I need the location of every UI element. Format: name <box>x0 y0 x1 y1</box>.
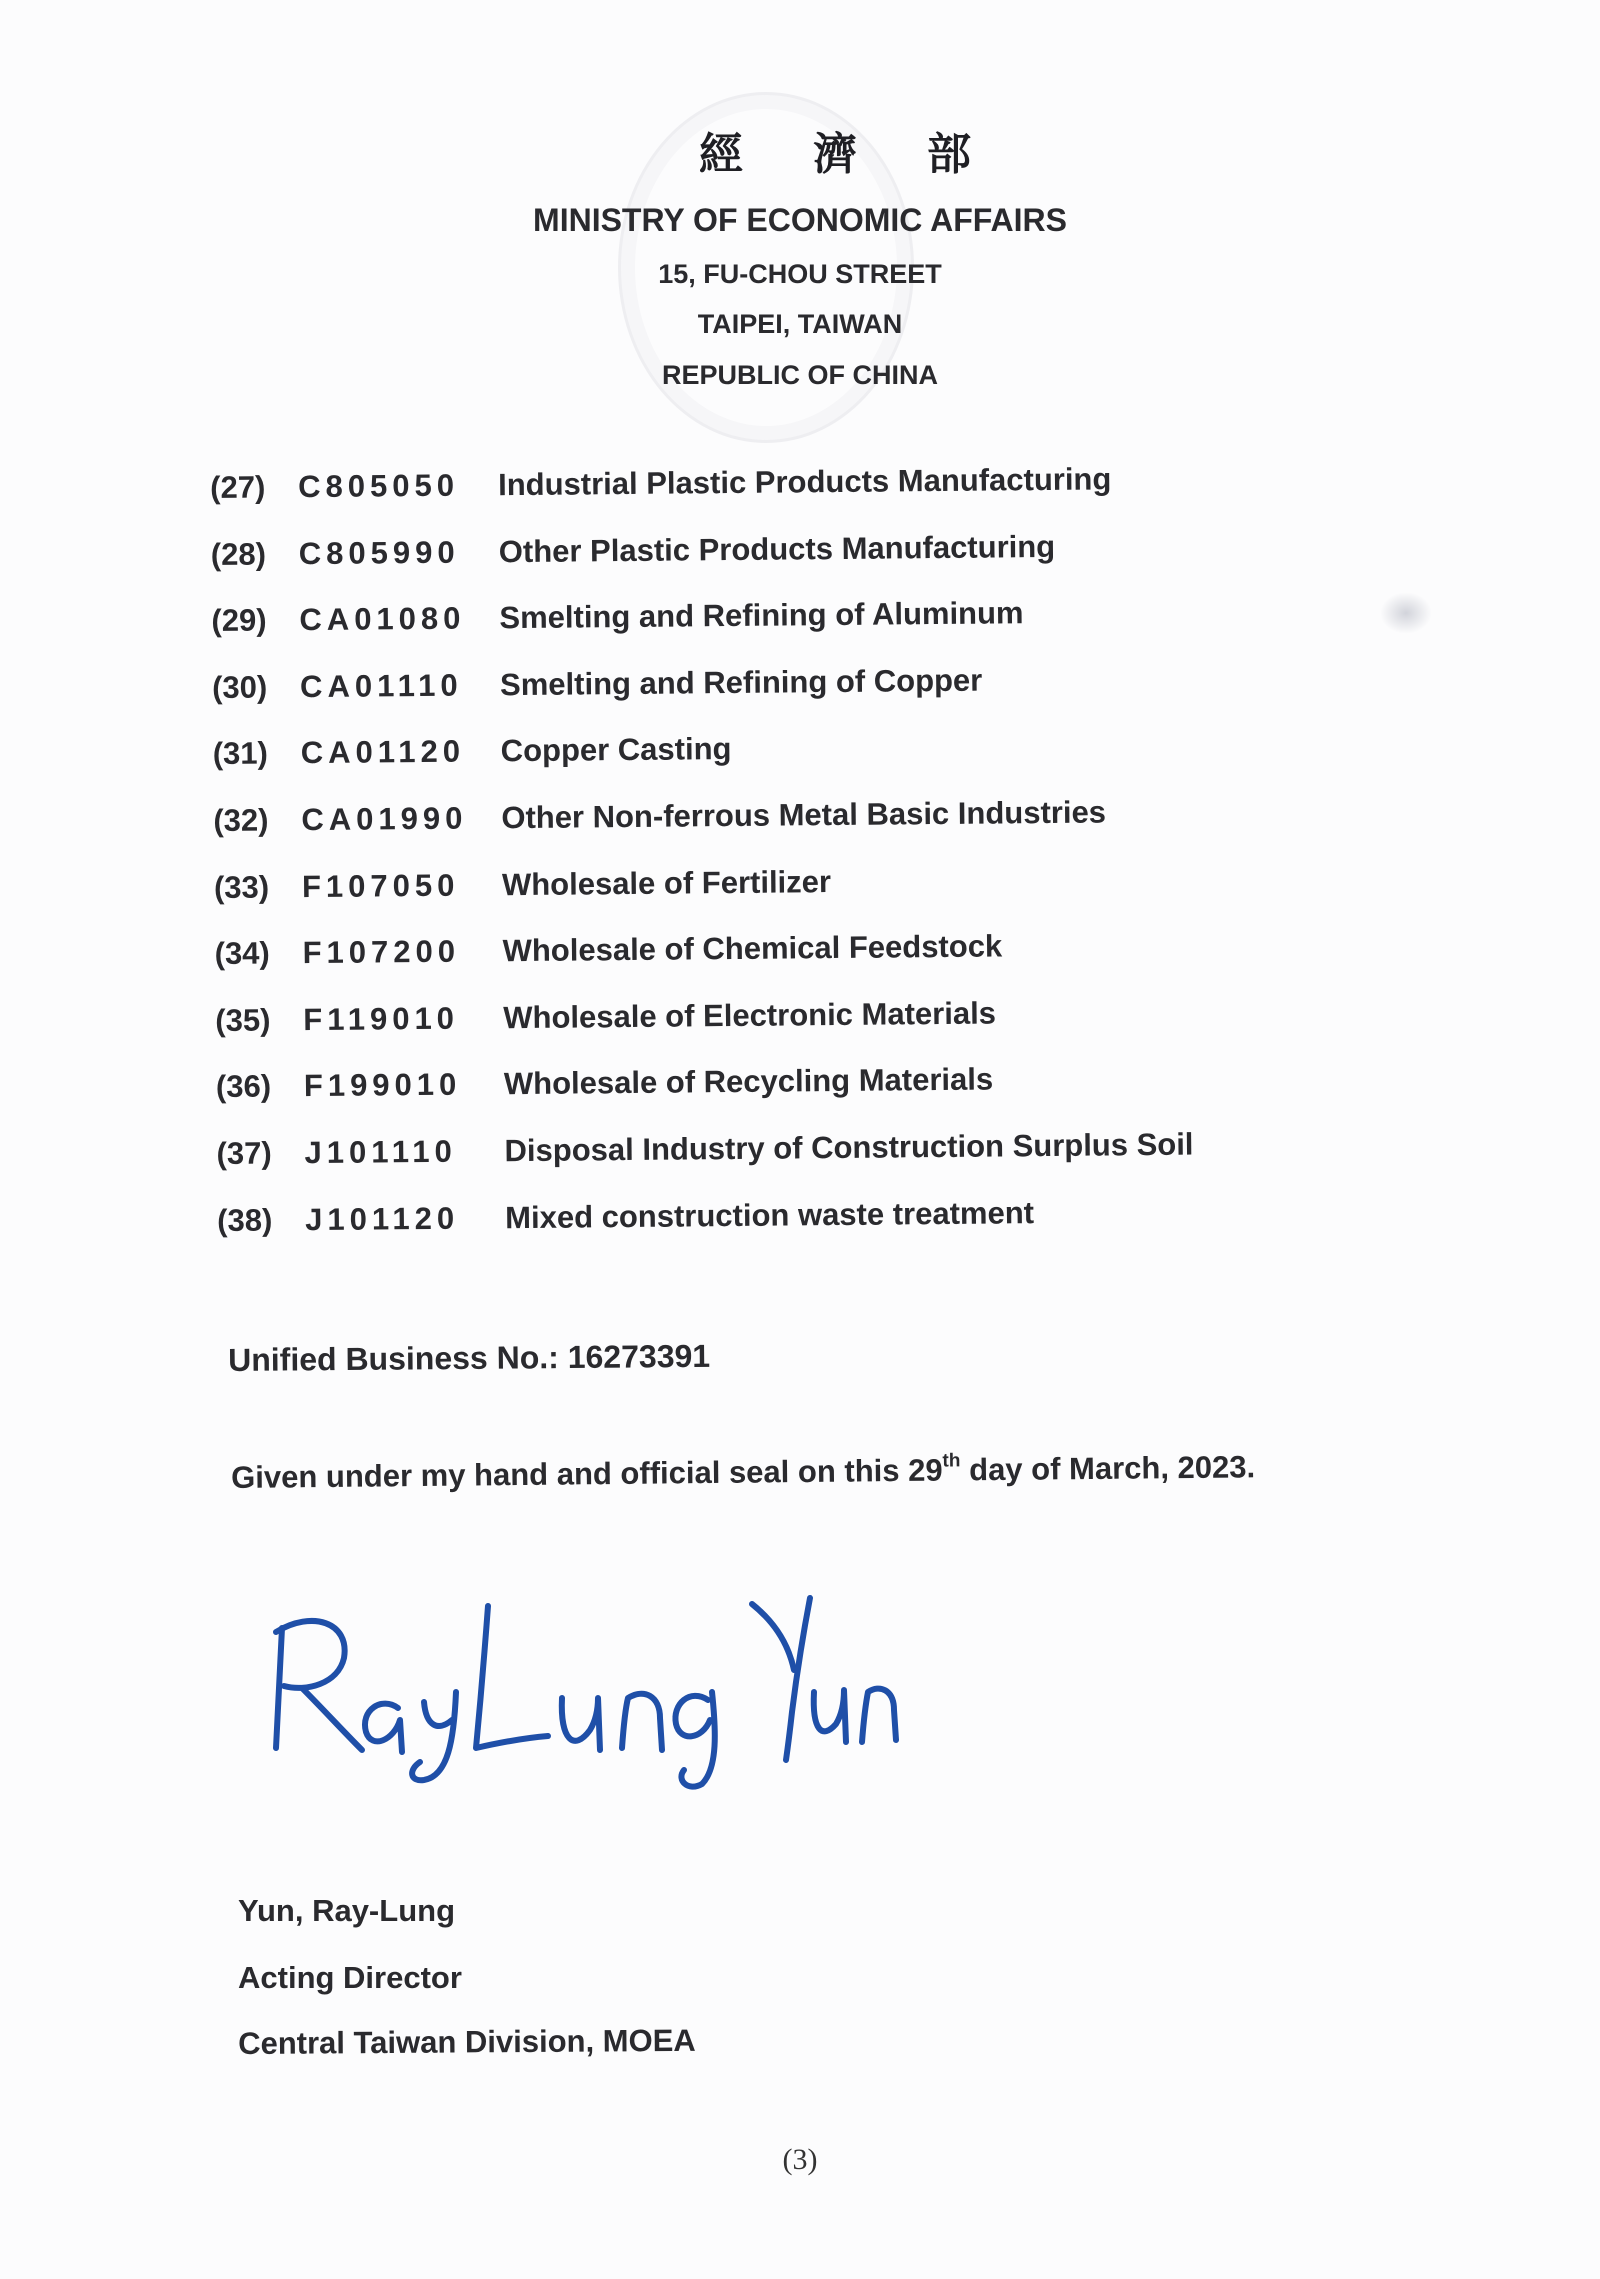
item-description: Industrial Plastic Products Manufacturing <box>497 461 1112 503</box>
item-code: J101110 <box>304 1133 457 1171</box>
item-code: F199010 <box>303 1066 462 1104</box>
item-number: (33) <box>213 869 270 905</box>
list-item <box>216 1125 1367 1203</box>
list-item <box>214 925 1365 1003</box>
list-item <box>214 859 1365 937</box>
item-code: CA01990 <box>301 800 468 838</box>
signer-title: Acting Director <box>238 1960 462 1995</box>
business-items-list <box>210 459 1368 1269</box>
item-description: Smelting and Refining of Copper <box>499 662 983 703</box>
item-description: Copper Casting <box>500 731 732 769</box>
address-country: REPUBLIC OF CHINA <box>662 360 938 390</box>
list-item <box>215 992 1366 1070</box>
list-item <box>213 792 1364 870</box>
given-prefix: Given under my hand and official seal on this 29 <box>231 1452 943 1495</box>
item-code: CA01110 <box>299 667 463 704</box>
list-item <box>213 725 1364 803</box>
list-item <box>210 459 1361 537</box>
item-description: Wholesale of Electronic Materials <box>503 995 997 1035</box>
item-description: Wholesale of Fertilizer <box>501 863 832 902</box>
item-code: F107200 <box>302 933 461 971</box>
item-number: (28) <box>210 536 267 572</box>
address-street: 15, FU-CHOU STREET <box>658 259 942 289</box>
item-code: F107050 <box>301 867 460 904</box>
list-item <box>212 659 1363 737</box>
item-description: Smelting and Refining of Aluminum <box>499 595 1024 636</box>
item-code: CA01080 <box>299 600 466 638</box>
unified-business-number <box>228 1338 710 1379</box>
list-item <box>216 1058 1367 1136</box>
item-description: Other Non-ferrous Metal Basic Industries <box>501 794 1107 836</box>
item-number: (27) <box>210 469 266 505</box>
business-number-value: 16273391 <box>567 1337 711 1376</box>
item-code: J101120 <box>305 1200 460 1237</box>
item-number: (31) <box>212 735 269 772</box>
signer-name: Yun, Ray-Lung <box>238 1893 455 1928</box>
given-ordinal-suffix: th <box>942 1450 961 1472</box>
item-code: CA01120 <box>300 733 466 771</box>
item-number: (29) <box>211 602 267 639</box>
list-item <box>211 592 1362 670</box>
item-number: (34) <box>214 935 270 972</box>
item-description: Wholesale of Chemical Feedstock <box>502 928 1003 969</box>
item-code: C805990 <box>298 534 460 571</box>
ink-smudge <box>1380 592 1432 634</box>
item-code: C805050 <box>297 467 460 505</box>
item-code: F119010 <box>303 1000 460 1037</box>
item-number: (30) <box>211 669 268 705</box>
item-description: Wholesale of Recycling Materials <box>503 1061 994 1102</box>
signer-division: Central Taiwan Division, MOEA <box>238 2022 696 2061</box>
given-statement <box>231 1449 1255 1496</box>
item-description: Mixed construction waste treatment <box>505 1194 1035 1235</box>
item-number: (32) <box>213 802 269 838</box>
handwritten-signature <box>262 1580 902 1790</box>
address-city: TAIPEI, TAIWAN <box>697 309 903 339</box>
item-number: (35) <box>215 1002 271 1038</box>
item-number: (38) <box>217 1201 273 1238</box>
ministry-name: MINISTRY OF ECONOMIC AFFAIRS <box>533 202 1067 238</box>
given-date-rest: day of March, 2023. <box>960 1449 1256 1488</box>
item-description: Disposal Industry of Construction Surplus Soil <box>504 1126 1194 1169</box>
ministry-cjk-name: 經濟部 <box>699 129 1041 180</box>
item-number: (36) <box>215 1068 272 1105</box>
page-number: (3) <box>782 2143 818 2176</box>
item-number: (37) <box>216 1135 272 1171</box>
business-number-label: Unified Business No.: <box>228 1339 560 1378</box>
item-description: Other Plastic Products Manufacturing <box>498 528 1056 569</box>
list-item <box>211 526 1362 604</box>
list-item <box>217 1191 1368 1269</box>
